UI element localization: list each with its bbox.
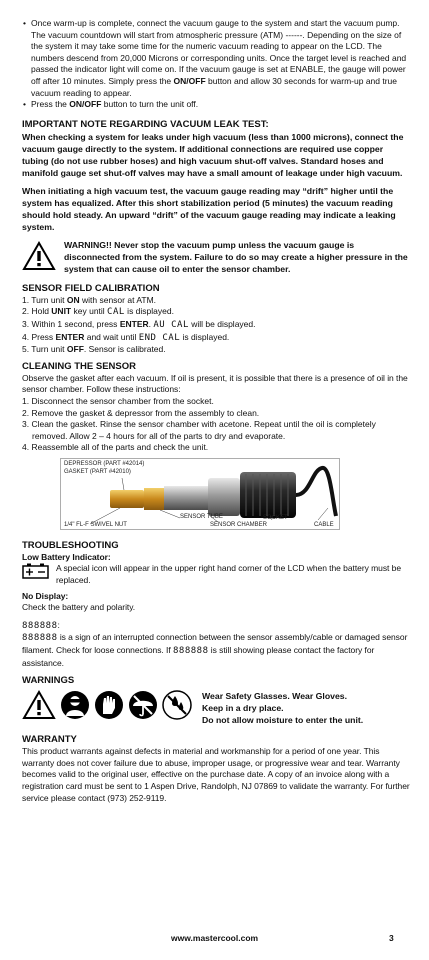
warning-text: WARNING!! Never stop the vacuum pump unless the vacuum gauge is disconnected from the system. Failure to do so may create a higher pressure in the system that can cause oil to enter the sensor chamber. — [64, 239, 408, 274]
segment-display-symbol: 888888 — [22, 633, 58, 644]
leak-test-heading: IMPORTANT NOTE REGARDING VACUUM LEAK TEST: — [22, 118, 269, 130]
battery-icon — [22, 563, 50, 579]
cleaning-steps — [22, 396, 412, 454]
warning-line: Do not allow moisture to enter the unit. — [202, 715, 364, 726]
calibration-heading: SENSOR FIELD CALIBRATION — [22, 282, 160, 294]
cleaning-heading: CLEANING THE SENSOR — [22, 360, 137, 372]
manual-page — [22, 18, 412, 804]
calibration-step: 1. Turn unit ON with sensor at ATM. — [22, 294, 157, 305]
leak-test-paragraph-2: When initiating a high vacuum test, the vacuum gauge reading may “drift” higher until the system has equalized. After this short stabilization period (5 minutes) the vacuum reading should hold steady. An upward “drift” of the vacuum gauge reading may indicate a leaking system. — [22, 185, 396, 232]
lcd-end-cal: END CAL — [138, 332, 181, 343]
calibration-step: 3. Within 1 second, press ENTER. AU CAL will be displayed. — [22, 318, 256, 330]
warning-line: Keep in a dry place. — [202, 703, 284, 714]
troubleshooting-heading: TROUBLESHOOTING — [22, 539, 119, 551]
label-sensor-tube: SENSOR TUBE — [180, 513, 223, 520]
segment-text: 888888 is a sign of an interrupted connection between the sensor assembly/cable or damaged sensor filament. Check for loose connections. If 888888 is still showing please contact the factory for assistance. — [22, 632, 408, 668]
keep-dry-icon — [128, 690, 158, 720]
label-sensor-chamber: SENSOR CHAMBER — [210, 521, 268, 528]
no-display-text: Check the battery and polarity. — [22, 602, 136, 613]
warranty-heading: WARRANTY — [22, 734, 77, 746]
warnings-row — [22, 690, 412, 726]
label-socket: SOCKET — [263, 514, 288, 521]
segment-title: 888888: — [22, 619, 60, 631]
label-gasket: GASKET (PART #42010) — [64, 468, 131, 475]
sensor-assembly-figure — [60, 458, 340, 530]
calibration-step: 5. Turn unit OFF. Sensor is calibrated. — [22, 344, 166, 355]
segment-display-symbol: 888888 — [172, 646, 209, 657]
cleaning-step: 3. Clean the gasket. Rinse the sensor chamber with acetone. Repeat until the oil is completely removed. Allow 2 – 4 hours for all of the parts to dry and evaporate. — [22, 419, 376, 441]
warning-triangle-icon — [22, 690, 56, 720]
warning-icons — [22, 690, 192, 720]
calibration-step: 2. Hold UNIT key until CAL is displayed. — [22, 306, 174, 318]
no-moisture-icon — [162, 690, 192, 720]
cleaning-intro: Observe the gasket after each vacuum. If oil is present, it is possible that there is a presence of oil in the sensor chamber. Follow these instructions: — [22, 372, 408, 395]
warning-line: Wear Safety Glasses. Wear Gloves. — [202, 691, 348, 702]
cleaning-step: 2. Remove the gasket & depressor from the assembly to clean. — [22, 407, 260, 418]
low-battery-title: Low Battery Indicator: — [22, 551, 111, 562]
warranty-text: This product warrants against defects in material and workmanship for a period of one year. This warranty does not cover failure due to abuse, improper usage, or progressive wear and tear. Warranty becomes valid to the original user, effective on the purchase date. A copy of an invoice along with a registration card must be sent to 1 Aspen Drive, Randolph, NJ 07869 to validate the warranty. For further service please contact (973) 252-9119. — [22, 746, 410, 803]
label-cable: CABLE — [314, 521, 334, 528]
warning-triangle-icon — [22, 241, 56, 271]
low-battery-row — [22, 563, 412, 586]
bullet-turn-off: • Press the ON/OFF button to turn the unit off. — [31, 99, 412, 111]
page-number: 3 — [389, 933, 394, 943]
footer-url[interactable]: www.mastercool.com — [171, 933, 259, 943]
label-swivel-nut: 1/4" FL-F SWIVEL NUT — [64, 521, 127, 528]
warning-block — [22, 239, 412, 275]
bullet-warmup: • Once warm-up is complete, connect the vacuum gauge to the system and start the vacuum pump. The vacuum countdown will start from atmospheric pressure (ATM) ------. Depending on the size of the system it may take some time for the numeric vacuum reading to appear on the LCD. The numbers descend from 20,000 Microns or corresponding units. Once the target level is reached and passed the indicator light will come on. If the vacuum gauge is set at ENABLE, the gauge will power off after 10 minutes. Simply press the ON/OFF button and allow 30 seconds for warm-up and true vacuum reading to appear. — [31, 18, 412, 99]
gloves-icon — [94, 690, 124, 720]
low-battery-text: A special icon will appear in the upper right hand corner of the LCD when the battery must be replaced. — [56, 563, 401, 586]
intro-bullets — [22, 18, 412, 111]
cleaning-step: 1. Disconnect the sensor chamber from the socket. — [22, 395, 214, 406]
cleaning-step: 4. Reassemble all of the parts and check the unit. — [22, 442, 209, 453]
warnings-heading: WARNINGS — [22, 675, 75, 687]
warnings-list — [202, 690, 363, 726]
label-depressor: DEPRESSOR (PART #42014) — [64, 460, 145, 467]
lcd-au-cal: AU CAL — [153, 319, 189, 330]
safety-glasses-icon — [60, 690, 90, 720]
lcd-cal: CAL — [107, 307, 125, 318]
calibration-step: 4. Press ENTER and wait until END CAL is displayed. — [22, 331, 230, 343]
no-display-title: No Display: — [22, 590, 69, 601]
segment-display-symbol: 888888 — [22, 620, 58, 631]
leak-test-paragraph-1: When checking a system for leaks under high vacuum (less than 1000 microns), connect the vacuum gauge directly to the system. If additional connections are required use copper tubing (do not use rubber hoses) and high vacuum shut-off valves. Standard hoses and manifold gauge set shut-off valves may have a small amount of leakage under high vacuum. — [22, 131, 404, 178]
calibration-steps — [22, 295, 412, 356]
